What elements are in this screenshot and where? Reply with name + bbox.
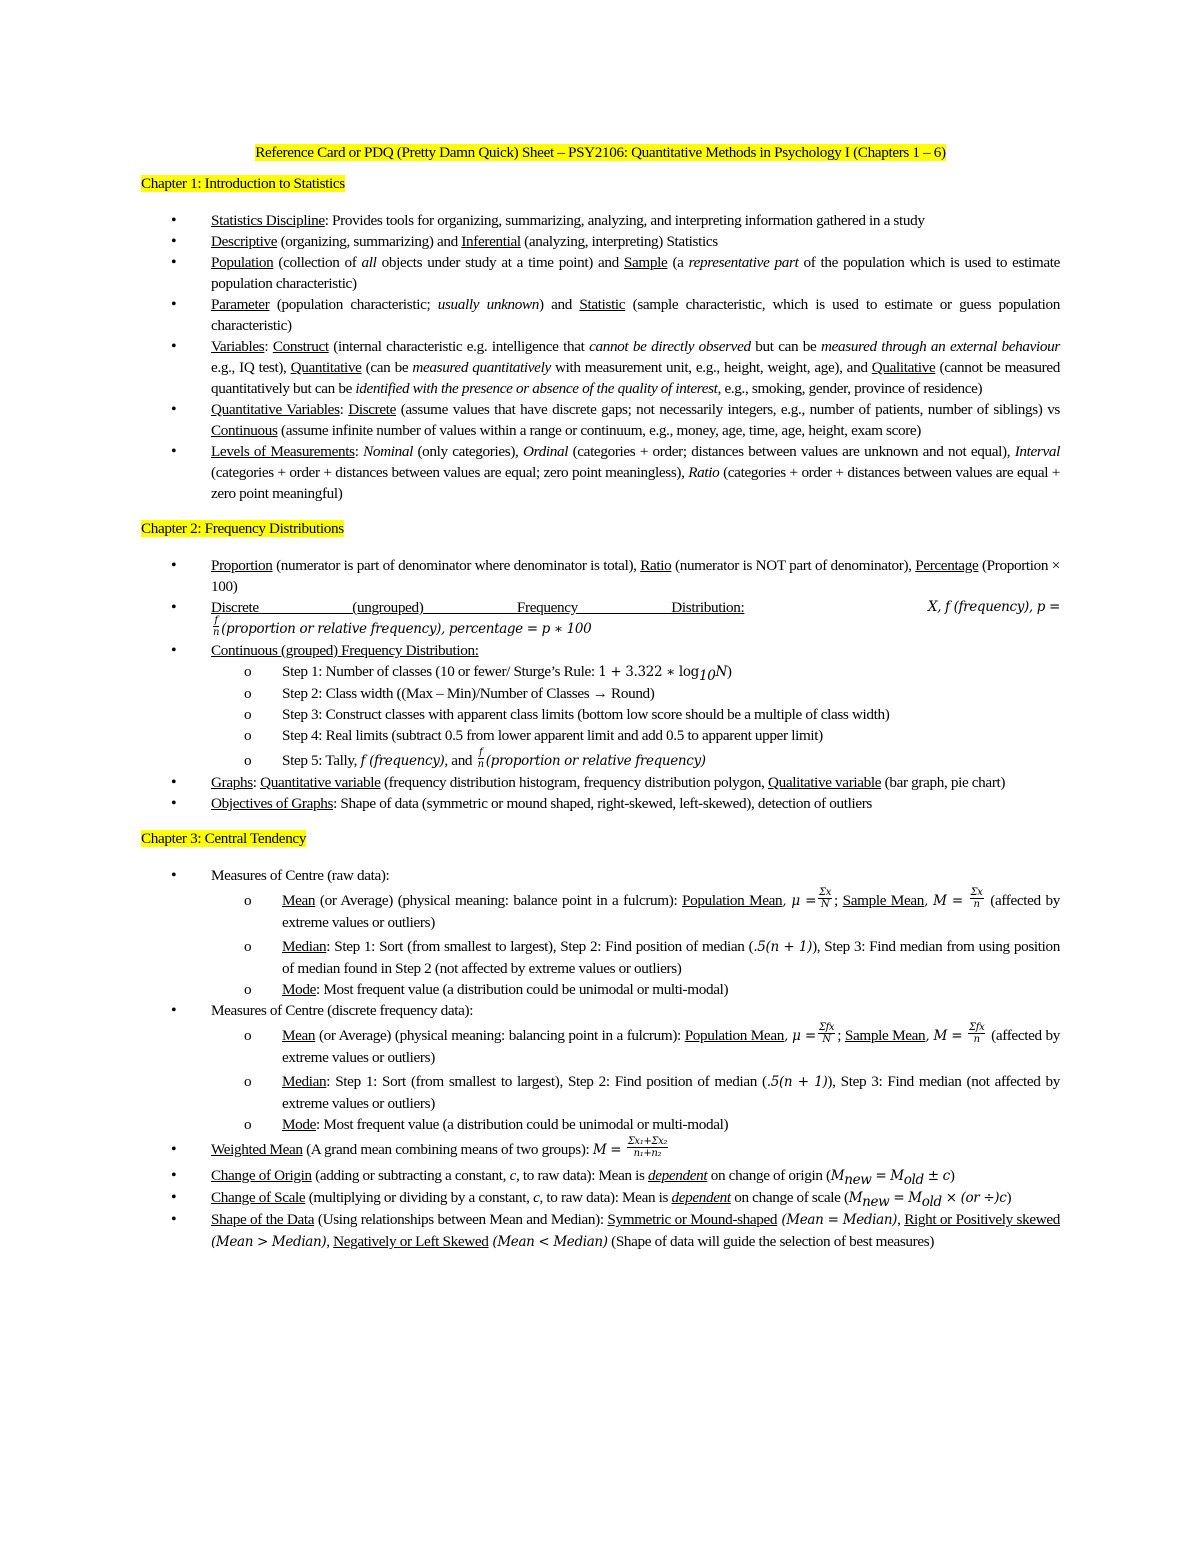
text-run: Continuous (211, 422, 278, 439)
text-run: dependent (671, 1189, 731, 1206)
document-content (141, 142, 1060, 1253)
text-run: Right or Positively skewed (904, 1211, 1060, 1228)
text-run: objects under study at a time point) and (376, 254, 624, 271)
text-run: N (822, 1034, 831, 1046)
measures-list (211, 887, 1060, 1000)
text-run: Percentage (915, 557, 979, 574)
text-run: , μ = (783, 1028, 816, 1044)
text-run: , (897, 1211, 905, 1228)
list-item (141, 1000, 1060, 1135)
text-run: : Most frequent value (a distribution could be unimodal or multi-modal) (316, 981, 729, 998)
chapter-2-list (141, 555, 1060, 814)
list-item (141, 661, 1060, 683)
text-run: f (479, 747, 483, 759)
text-run: 1 + 3.322 ∗ log (598, 664, 699, 680)
text-run: Σfx (969, 1022, 985, 1034)
text-run: : (354, 443, 364, 460)
text-run: (Proportion × 100) (211, 557, 1060, 595)
list-item (141, 210, 1060, 231)
text-run: Quantitative Variables (211, 401, 340, 418)
text-run: Σx₁+Σx₂ (627, 1136, 668, 1148)
text-run: (assume infinite number of values within a range or continuum, e.g., money, age, time, age, height, exam score) (277, 422, 922, 439)
text-run: (frequency distribution histogram, frequency distribution polygon, (380, 774, 768, 791)
text-run: new (844, 1172, 872, 1189)
list-item (141, 294, 1060, 336)
text-run: Population Mean (684, 1027, 784, 1044)
text-run: Parameter (211, 296, 270, 313)
text-run: : (264, 338, 273, 355)
text-run: Chapter 1: Introduction to Statistics (141, 175, 345, 192)
list-item (141, 231, 1060, 252)
text-run: N (715, 664, 727, 680)
text-run: (adding or subtracting a constant, (311, 1167, 510, 1184)
text-run: Quantitative (290, 359, 362, 376)
text-run: Weighted Mean (211, 1141, 303, 1158)
text-run: Measures of Centre (raw data): (211, 867, 390, 884)
fraction (818, 1022, 835, 1045)
chapter-heading (141, 173, 1060, 194)
text-run: cannot be directly observed (589, 338, 751, 355)
list-item (141, 865, 1060, 1000)
text-run: Statistics Discipline (211, 212, 325, 229)
text-run: Construct (272, 338, 329, 355)
text-run: (numerator is NOT part of denominator), (671, 557, 916, 574)
text-run: ), Step 3: Find median from using position of median found in Step 2 (not affected by extreme values or outliers) (282, 938, 1060, 977)
text-run: (proportion or relative frequency), percentage = p ∗ 100 (221, 621, 592, 637)
text-run: (can be (361, 359, 413, 376)
text-run: (categories + order + distances between values are equal + zero point meaningful) (211, 464, 1060, 502)
text-run: (organizing, summarizing) and (277, 233, 462, 250)
chapter-1-list (141, 210, 1060, 504)
text-run: Σx (819, 887, 832, 899)
text-run: (only categories), (412, 443, 523, 460)
list-item (141, 1022, 1060, 1068)
text-run: ± c (923, 1168, 950, 1184)
text-run: Qualitative (871, 359, 936, 376)
text-run: Discrete (348, 401, 397, 418)
text-run: with measurement unit, e.g., height, weight, age), and (550, 359, 872, 376)
steps-list (211, 661, 1060, 772)
text-run: = M (871, 1168, 904, 1184)
list-item (141, 747, 1060, 772)
text-run: : Step 1: Sort (from smallest to largest), Step 2: Find position of median ( (326, 938, 754, 955)
text-run: Step 4: Real limits (subtract 0.5 from lower apparent limit and add 0.5 to apparent upper limit) (282, 727, 823, 744)
fraction (213, 615, 219, 638)
text-run: Σfx (818, 1022, 835, 1034)
text-run: of the population which is used to estimate population characteristic) (211, 254, 1060, 292)
list-item (141, 936, 1060, 979)
text-run: Qualitative variable (767, 774, 882, 791)
text-run: Step 5: Tally, (282, 752, 361, 769)
text-run: usually unknown (437, 296, 539, 313)
text-run: Population Mean (682, 892, 783, 909)
text-run: old (903, 1172, 924, 1189)
text-run: Mode (282, 1116, 317, 1133)
text-run: × (or ÷)c (941, 1190, 1007, 1206)
fraction (818, 887, 832, 910)
text-run: Statistic (579, 296, 626, 313)
list-item (141, 597, 1060, 640)
text-run: (Mean = Median) (777, 1212, 898, 1228)
text-run: Interval (1014, 443, 1060, 460)
list-item (141, 252, 1060, 294)
list-item (141, 336, 1060, 399)
text-run: (numerator is part of denominator where denominator is total), (272, 557, 641, 574)
text-run: n (973, 1034, 980, 1046)
text-run: ; (834, 892, 843, 909)
text-run: (collection of (273, 254, 362, 271)
fraction (970, 887, 984, 910)
text-run: Levels of Measurements (211, 443, 355, 460)
text-run: Proportion (211, 557, 273, 574)
list-item (141, 555, 1060, 597)
text-run: X, f (frequency), p = (927, 599, 1060, 615)
text-run: c (509, 1167, 516, 1184)
list-item (141, 772, 1060, 793)
text-run: : Provides tools for organizing, summarizing, analyzing, and interpreting information gathered in a study (324, 212, 925, 229)
text-run: (multiplying or dividing by a constant, (305, 1189, 534, 1206)
text-run: e.g., IQ test), (211, 359, 291, 376)
text-run: Change of Scale (211, 1189, 306, 1206)
text-run: on change of scale ( (730, 1189, 849, 1206)
list-item (141, 887, 1060, 933)
text-run: 10 (698, 668, 716, 685)
text-run: n (477, 759, 484, 771)
list-item (141, 704, 1060, 725)
text-run: : Step 1: Sort (from smallest to largest), Step 2: Find position of median ( (326, 1073, 767, 1090)
text-run: (analyzing, interpreting) Statistics (520, 233, 718, 250)
list-item (141, 1165, 1060, 1187)
list-item (141, 1136, 1060, 1161)
text-run: , and (444, 752, 476, 769)
text-run: measured quantitatively (412, 359, 551, 376)
chapter-heading (141, 518, 1060, 539)
text-run: , e.g., smoking, gender, province of residence) (717, 380, 983, 397)
text-run: Sample Mean (842, 892, 924, 909)
list-item (141, 399, 1060, 441)
text-run: , to raw data): Mean is (539, 1189, 672, 1206)
text-run: Inferential (461, 233, 521, 250)
text-run: : (252, 774, 261, 791)
text-run: n₁+n₂ (633, 1148, 662, 1160)
text-run: n (213, 627, 220, 639)
text-run: (or Average) (physical meaning: balance point in a fulcrum): (315, 892, 683, 909)
text-run: Ratio (688, 464, 720, 481)
text-run: Objectives of Graphs (211, 795, 334, 812)
text-run: Median (282, 938, 327, 955)
list-item (141, 1209, 1060, 1253)
text-run: measured through an external behaviour (821, 338, 1060, 355)
text-run: (assume values that have discrete gaps; not necessarily integers, e.g., number of patients, number of siblings) vs (396, 401, 1060, 418)
text-run: Sample Mean (844, 1027, 926, 1044)
list-item (141, 725, 1060, 746)
text-run: (population characteristic; (269, 296, 438, 313)
text-run: : Shape of data (symmetric or mound shaped, right-skewed, left-skewed), detection of outliers (333, 795, 872, 812)
text-run: (sample characteristic, which is used to estimate or guess population characteristic) (211, 296, 1061, 334)
text-run: dependent (648, 1167, 708, 1184)
text-run: = M (889, 1190, 922, 1206)
text-run: Symmetric or Mound-shaped (607, 1211, 778, 1228)
text-run: , M = (924, 893, 963, 909)
text-run: (affected by extreme values or outliers) (282, 1027, 1060, 1066)
measures-list (211, 1022, 1060, 1135)
text-run: , (326, 1233, 334, 1250)
text-run: M (830, 1168, 845, 1184)
fraction (627, 1136, 668, 1159)
page-title (141, 142, 1060, 163)
text-run: , M = (925, 1028, 963, 1044)
text-run: (Shape of data will guide the selection of best measures) (607, 1233, 935, 1250)
text-run: (bar graph, pie chart) (881, 774, 1006, 791)
text-run: M (848, 1190, 863, 1206)
text-run: Population (211, 254, 274, 271)
list-item (141, 1187, 1060, 1209)
text-run: but can be (750, 338, 822, 355)
text-run: (Mean > Median) (211, 1234, 327, 1250)
text-run: Step 2: Class width ((Max – Min)/Number of Classes → Round) (282, 685, 655, 702)
text-run: Shape of the Data (211, 1211, 315, 1228)
text-run: (proportion or relative frequency) (485, 753, 706, 769)
text-run: Mean (282, 892, 316, 909)
text-run: Ordinal (522, 443, 569, 460)
text-run: , μ = (782, 893, 817, 909)
text-run: (categories + order + distances between values are equal; zero point meaningless), (211, 464, 689, 481)
text-run: Nominal (363, 443, 413, 460)
text-run: (categories + order; distances between values are unknown and not equal), (568, 443, 1015, 460)
text-run: Discrete (ungrouped) Frequency Distribution: (211, 599, 745, 616)
text-run: ), Step 3: Find median (not affected by extreme values or outliers) (282, 1073, 1060, 1112)
text-run: (A grand mean combining means of two groups): (302, 1141, 593, 1158)
list-item (141, 640, 1060, 772)
text-run: .5(n + 1) (753, 939, 813, 955)
text-run: (internal characteristic e.g. intelligence that (328, 338, 590, 355)
text-run: new (862, 1194, 890, 1211)
list-item (141, 979, 1060, 1000)
text-run: .5(n + 1) (766, 1074, 828, 1090)
text-run: old (921, 1194, 942, 1211)
text-run: : Most frequent value (a distribution could be unimodal or multi-modal) (316, 1116, 729, 1133)
text-run: ) and (538, 296, 580, 313)
text-run: Change of Origin (211, 1167, 312, 1184)
text-run: Sample (623, 254, 668, 271)
fraction (478, 747, 484, 770)
text-run: (affected by extreme values or outliers) (282, 892, 1060, 931)
text-run: Measures of Centre (discrete frequency data): (211, 1002, 474, 1019)
text-run: Reference Card or PDQ (Pretty Damn Quick) Sheet – PSY2106: Quantitative Methods in Psychology I (Chapters 1 – 6) (255, 144, 946, 161)
text-run: (a (667, 254, 689, 271)
text-run: Continuous (grouped) Frequency Distribution: (211, 642, 479, 659)
text-run: all (361, 254, 377, 271)
text-run: Descriptive (211, 233, 278, 250)
text-run: ; (837, 1027, 845, 1044)
text-run: Σx (970, 887, 983, 899)
text-run: ) (1006, 1189, 1012, 1206)
chapter-3-list (141, 865, 1060, 1253)
text-run: Negatively or Left Skewed (333, 1233, 489, 1250)
chapter-heading (141, 828, 1060, 849)
text-run: (or Average) (physical meaning: balancing point in a fulcrum): (315, 1027, 685, 1044)
text-run: (Mean < Median) (488, 1234, 608, 1250)
text-run: ) (726, 663, 732, 680)
text-run: c (533, 1189, 540, 1206)
fraction (968, 1022, 985, 1045)
text-run: Step 3: Construct classes with apparent class limits (bottom low score should be a multiple of class width) (282, 706, 890, 723)
list-item (141, 683, 1060, 704)
text-run: n (973, 899, 980, 911)
text-run: f (frequency) (360, 753, 445, 769)
list-item (141, 1114, 1060, 1135)
text-run: Chapter 3: Central Tendency (141, 830, 307, 847)
text-run: Variables (211, 338, 265, 355)
text-run: Mean (282, 1027, 316, 1044)
text-run: identified with the presence or absence of the quality of interest (355, 380, 718, 397)
text-run: (cannot be measured quantitatively but can be (211, 359, 1060, 397)
text-run: ) (949, 1167, 955, 1184)
list-item (141, 1071, 1060, 1114)
text-run: Ratio (640, 557, 672, 574)
text-run: Graphs (211, 774, 253, 791)
list-item (141, 793, 1060, 814)
text-run: Quantitative variable (260, 774, 381, 791)
text-run: Median (282, 1073, 327, 1090)
text-run: f (214, 615, 218, 627)
text-run: : (339, 401, 349, 418)
text-run: representative part (688, 254, 799, 271)
list-item (141, 441, 1060, 504)
text-run: on change of origin ( (707, 1167, 831, 1184)
text-run: Mode (282, 981, 317, 998)
text-run: Chapter 2: Frequency Distributions (141, 520, 344, 537)
text-run: N (820, 899, 830, 911)
text-run: M = (592, 1142, 622, 1158)
text-run: , to raw data): Mean is (515, 1167, 649, 1184)
text-run: Step 1: Number of classes (10 or fewer/ Sturge’s Rule: (282, 663, 599, 680)
text-run: (Using relationships between Mean and Median): (314, 1211, 608, 1228)
